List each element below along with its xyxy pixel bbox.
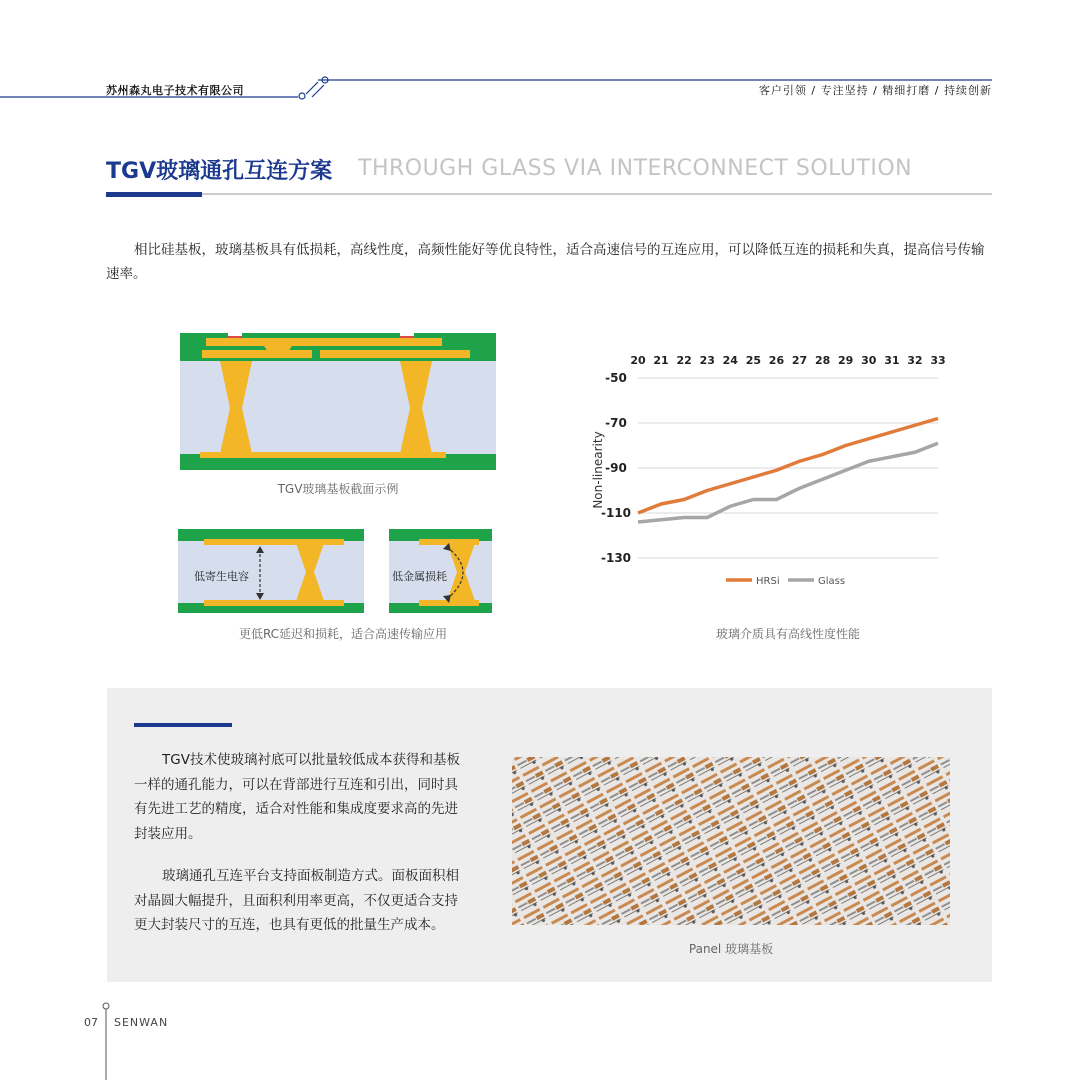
linearity-caption: 玻璃介质具有高线性度性能	[715, 627, 860, 641]
capacitance-label: 低寄生电容	[194, 570, 249, 583]
company-slogan: 客户引领 / 专注坚持 / 精细打磨 / 持续创新	[758, 84, 992, 97]
footer-brand: SENWAN	[114, 1016, 169, 1029]
chart-x-tick-label: 30	[861, 354, 877, 367]
section-title-en: THROUGH GLASS VIA INTERCONNECT SOLUTION	[358, 156, 913, 181]
chart-series-line-glass	[638, 443, 938, 522]
title-underline-gray	[106, 193, 992, 195]
chart-legend-label: Glass	[818, 576, 846, 587]
chart-x-tick-label: 21	[653, 354, 669, 367]
chart-gridlines	[638, 378, 938, 558]
rc-caption: 更低RC延迟和损耗，适合高速传输应用	[238, 627, 448, 641]
chart-x-tick-label: 27	[791, 354, 808, 367]
chart-x-tick-label: 26	[768, 354, 785, 367]
chart-x-tick-label: 32	[907, 354, 923, 367]
chart-series-line-hrsi	[638, 419, 938, 514]
chart-y-ticks	[601, 371, 631, 565]
chart-x-tick-label: 29	[838, 354, 854, 367]
chart-y-tick-label: -90	[605, 461, 627, 475]
body-paragraph-1: TGV技术使玻璃衬底可以批量较低成本获得和基板一样的通孔能力，可以在背部进行互连和引出，同时具有先进工艺的精度，适合对性能和集成度要求高的先进封装应用。	[134, 752, 460, 842]
chart-legend	[726, 576, 845, 587]
chart-y-tick-label: -110	[600, 506, 632, 520]
chart-series-lines	[638, 419, 938, 523]
title-underline-blue	[106, 192, 202, 197]
tgv-cross-section-diagram	[180, 330, 496, 472]
chart-x-tick-label: 23	[699, 354, 715, 367]
page-number: 07	[84, 1016, 98, 1029]
chart-x-tick-label: 31	[884, 354, 900, 367]
chart-y-tick-label: -70	[605, 416, 627, 430]
chart-legend-label: HRSi	[756, 576, 780, 587]
footer-decor-line	[100, 1000, 112, 1080]
body-paragraph-2: 玻璃通孔互连平台支持面板制造方式。面板面积相对晶圆大幅提升，且面积利用率更高，不仅更适合支持更大封装尺寸的互连，也具有更低的批量生产成本。	[134, 868, 459, 933]
chart-x-tick-label: 20	[630, 354, 646, 367]
chart-y-tick-label: -50	[605, 371, 627, 385]
panel-caption: Panel 玻璃基板	[688, 942, 774, 956]
chart-y-axis-label: Non-linearity	[591, 431, 605, 509]
chart-y-tick-label: -130	[600, 551, 632, 565]
cross-section-caption: TGV玻璃基板截面示例	[277, 482, 399, 496]
chart-x-tick-label: 24	[722, 354, 738, 367]
section-title-cn: TGV玻璃通孔互连方案	[106, 159, 333, 184]
chart-x-ticks	[630, 354, 945, 367]
company-name: 苏州森丸电子技术有限公司	[106, 84, 244, 97]
chart-x-tick-label: 22	[676, 354, 692, 367]
panel-glass-substrate-photo	[512, 757, 950, 925]
chart-x-tick-label: 28	[814, 354, 831, 367]
metal-loss-label: 低金属损耗	[392, 570, 447, 583]
panel-accent-bar	[134, 723, 232, 727]
non-linearity-line-chart	[586, 348, 946, 588]
chart-x-tick-label: 25	[745, 354, 762, 367]
chart-x-tick-label: 33	[930, 354, 946, 367]
intro-paragraph: 相比硅基板，玻璃基板具有低损耗，高线性度，高频性能好等优良特性，适合高速信号的互连应用，可以降低互连的损耗和失真，提高信号传输速率。	[106, 242, 985, 282]
